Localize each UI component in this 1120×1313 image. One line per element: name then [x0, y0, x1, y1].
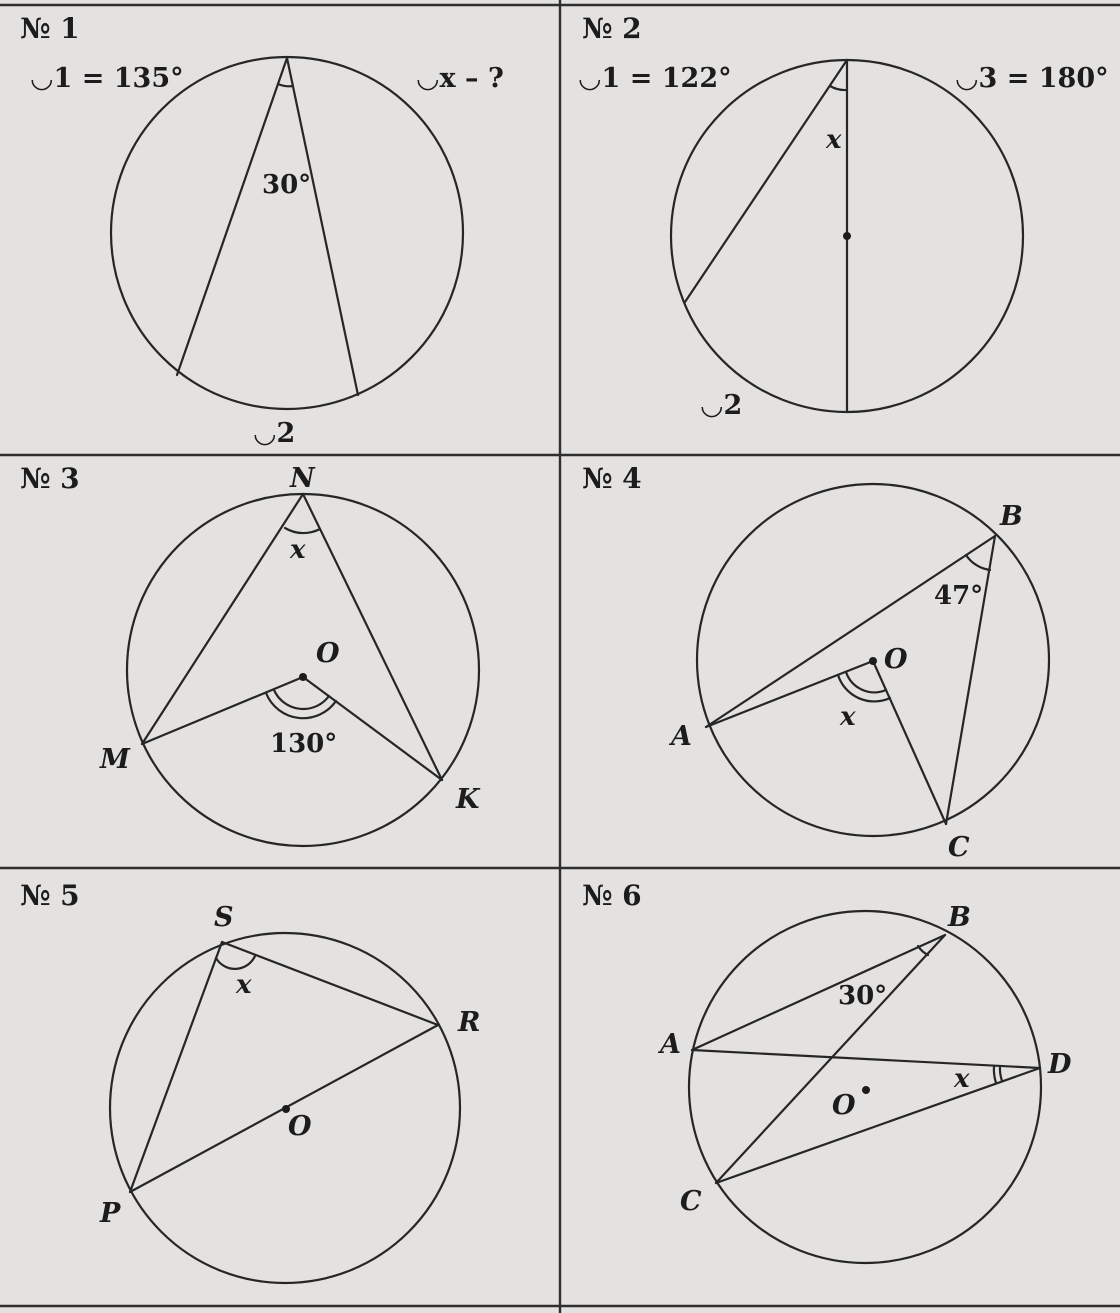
problem-6 — [582, 879, 1072, 1263]
problem-4 — [582, 462, 1049, 863]
angle-arc-B — [918, 946, 928, 955]
angle-arc — [278, 84, 293, 86]
point-C: C — [680, 1186, 702, 1217]
chord-BC — [716, 935, 945, 1183]
angle-value: 130° — [270, 729, 338, 759]
angle-arc-D-outer — [994, 1066, 996, 1083]
problem-1 — [20, 12, 504, 449]
angle-value: 30° — [262, 170, 312, 200]
point-K: K — [456, 784, 480, 815]
problem-2 — [578, 12, 1109, 421]
point-O: O — [316, 638, 340, 669]
problem-number: № 2 — [582, 12, 642, 45]
angle-x-label: x — [236, 970, 252, 1000]
point-P: P — [100, 1198, 121, 1229]
point-M: M — [100, 744, 130, 775]
arc-2-label: ◡2 — [700, 390, 743, 421]
chord-right — [287, 58, 358, 395]
point-D: D — [1048, 1049, 1072, 1080]
chord-BC — [946, 536, 995, 824]
point-C: C — [948, 832, 970, 863]
chord-DC — [716, 1068, 1040, 1183]
point-A: A — [660, 1029, 681, 1060]
chord-SR — [222, 942, 438, 1025]
problem-3 — [20, 462, 481, 846]
chord-AB — [692, 935, 945, 1050]
angle-arc-x — [285, 528, 320, 533]
chord-left — [177, 58, 287, 375]
point-A: A — [671, 721, 692, 752]
angle-value: 47° — [934, 581, 984, 611]
chord-AB — [706, 536, 995, 727]
arc-1-label: ◡1 = 122° — [578, 63, 732, 94]
angle-value: 30° — [838, 981, 888, 1011]
problem-number: № 1 — [20, 12, 80, 45]
angle-arc-outer — [266, 693, 336, 718]
point-O: O — [832, 1090, 856, 1121]
chord-AD — [692, 1050, 1040, 1068]
problem-number: № 4 — [582, 462, 642, 495]
problem-5 — [20, 879, 480, 1283]
arc-x-label: ◡x – ? — [416, 63, 504, 94]
center-point — [299, 673, 307, 681]
angle-arc-B — [966, 555, 990, 570]
angle-arc-inner — [274, 690, 329, 709]
angle-x-label: x — [826, 125, 842, 155]
point-O: O — [884, 644, 908, 675]
angle-arc-x — [216, 956, 255, 969]
radius-OC — [873, 661, 946, 824]
arc-2-label: ◡2 — [253, 418, 296, 449]
problem-number: № 5 — [20, 879, 80, 912]
chord-NM — [142, 494, 303, 744]
point-B: B — [1000, 501, 1023, 532]
point-N: N — [290, 463, 315, 494]
angle-x-label: x — [840, 702, 856, 732]
arc-1-label: ◡1 = 135° — [30, 63, 184, 94]
angle-arc-D-inner — [1000, 1066, 1002, 1081]
point-R: R — [458, 1007, 481, 1038]
point-S: S — [214, 902, 234, 933]
angle-x-label: x — [954, 1064, 970, 1094]
arc-3-label: ◡3 = 180° — [955, 63, 1109, 94]
problem-number: № 3 — [20, 462, 80, 495]
chord — [685, 60, 847, 302]
center-point — [862, 1086, 870, 1094]
angle-x-label: x — [290, 535, 306, 565]
point-O: O — [288, 1111, 312, 1142]
angle-arc — [830, 86, 847, 90]
center-point — [843, 232, 851, 240]
circle — [111, 57, 463, 409]
problem-number: № 6 — [582, 879, 642, 912]
point-B: B — [948, 902, 971, 933]
chord-SP — [130, 942, 222, 1192]
center-point — [869, 657, 877, 665]
